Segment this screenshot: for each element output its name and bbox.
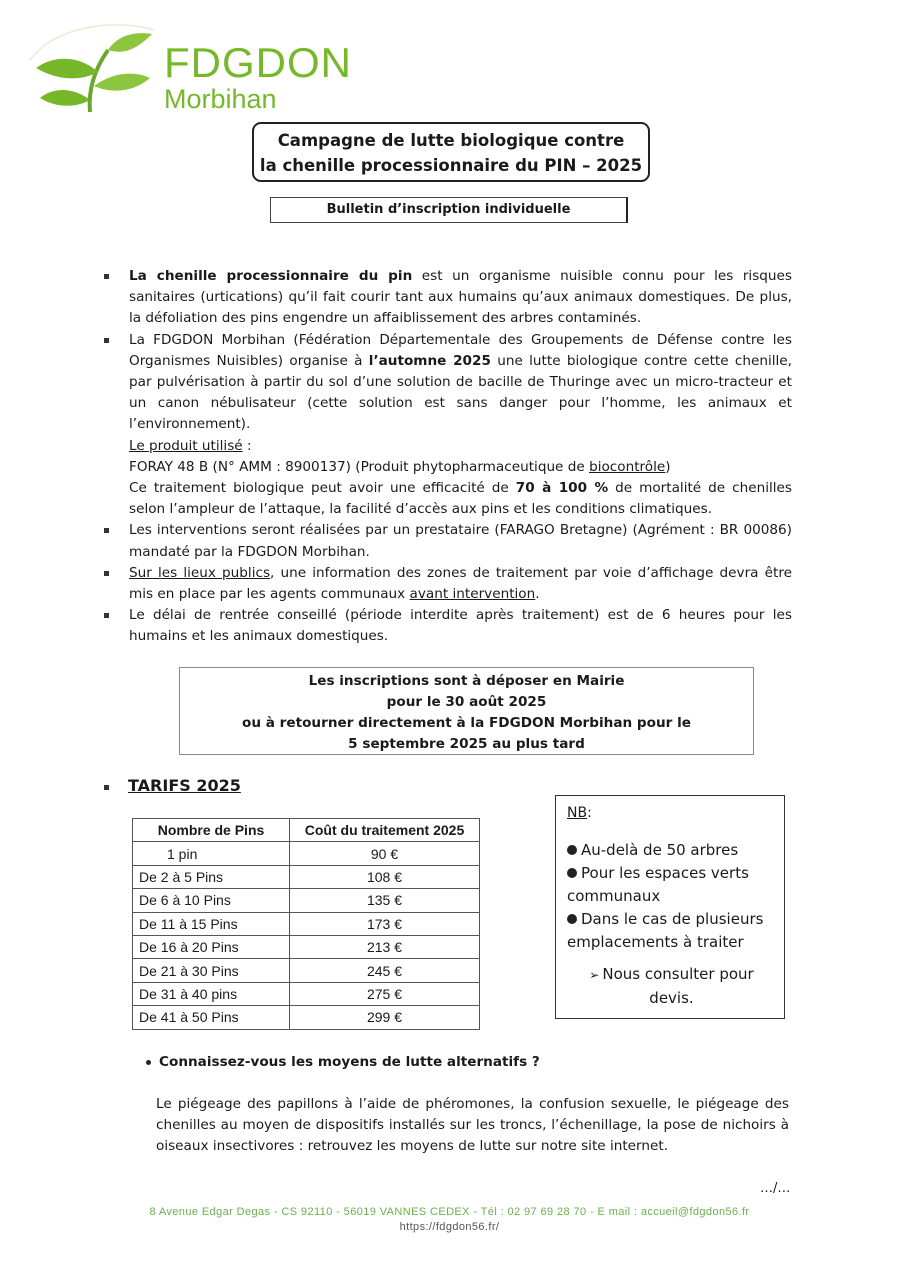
cost-cell: 275 € xyxy=(290,982,480,1005)
campaign-season: l’automne 2025 xyxy=(368,352,491,369)
title-line-1: Campagne de lutte biologique contre xyxy=(277,131,625,150)
tarifs-table xyxy=(132,818,480,1030)
cost-cell: 135 € xyxy=(290,889,480,912)
bullet-item-public-places xyxy=(100,563,792,605)
product-text-post: ) xyxy=(665,458,671,475)
bullet-item-campaign xyxy=(100,330,792,436)
bullet-dot-icon xyxy=(567,868,577,878)
nb-item-over-50 xyxy=(567,839,776,862)
intro-section xyxy=(100,266,792,648)
alternatives-heading xyxy=(146,1054,540,1070)
deadline-line-1: Les inscriptions sont à déposer en Mairie xyxy=(308,673,625,689)
pins-cell: 1 pin xyxy=(133,842,290,865)
nb-item-over-50-text: Au-delà de 50 arbres xyxy=(581,841,739,859)
page-title xyxy=(252,122,650,182)
continued-marker: …/… xyxy=(760,1181,791,1196)
caterpillar-name: La chenille processionnaire du pin xyxy=(129,268,413,284)
nb-item-multiple-sites xyxy=(567,908,776,931)
campaign-text-pre: La FDGDON Morbihan (Fédération Départementale des Groupements de Défense contre les Organismes Nuisibles) organise à xyxy=(129,331,792,369)
page-footer xyxy=(0,1205,899,1235)
before-intervention: avant intervention xyxy=(409,586,536,603)
efficacy-line xyxy=(100,478,792,520)
product-label-colon: : xyxy=(242,437,252,454)
nb-item-multiple-sites-text: Dans le cas de plusieurs xyxy=(581,910,764,928)
pins-cell: De 11 à 15 Pins xyxy=(133,912,290,935)
cost-cell: 213 € xyxy=(290,935,480,958)
column-header-pins: Nombre de Pins xyxy=(133,819,290,842)
square-bullet-icon xyxy=(104,785,109,790)
nb-consult-text: Nous consulter pour xyxy=(602,965,754,983)
table-row xyxy=(133,889,480,912)
pins-cell: De 6 à 10 Pins xyxy=(133,889,290,912)
efficacy-text-pre: Ce traitement biologique peut avoir une efficacité de xyxy=(129,480,516,497)
tarifs-title: TARIFS 2025 xyxy=(128,776,241,795)
pins-cell: De 2 à 5 Pins xyxy=(133,865,290,888)
nb-consult-text-2: devis. xyxy=(649,989,694,1007)
cost-cell: 245 € xyxy=(290,959,480,982)
table-header-row xyxy=(133,819,480,842)
bullet-item-caterpillar xyxy=(100,266,792,330)
public-places-end: . xyxy=(535,586,540,603)
biocontrol-link: biocontrôle xyxy=(589,458,666,475)
campaign-text-post: une lutte biologique contre cette chenille, par pulvérisation à partir du sol d’une solution de bacille de Thuringe avec un micro-tracteur et un canon nébulisateur (cette solution est sans danger pour l’homme, les animaux et l’environnement). xyxy=(129,352,792,433)
fdgdon-logo xyxy=(28,20,352,116)
public-places-label: Sur les lieux publics xyxy=(129,564,271,581)
nb-item-green-spaces xyxy=(567,862,776,885)
alternatives-title: Connaissez-vous les moyens de lutte alternatifs ? xyxy=(159,1054,540,1070)
nb-title-colon: : xyxy=(587,805,592,821)
pins-cell: De 31 à 40 pins xyxy=(133,982,290,1005)
form-subtitle: Bulletin d’inscription individuelle xyxy=(270,197,628,223)
table-row xyxy=(133,912,480,935)
product-label: Le produit utilisé xyxy=(129,437,243,454)
footer-address: 8 Avenue Edgar Degas - CS 92110 - 56019 VANNES CEDEX - Tél : 02 97 69 28 70 - E mail : accueil@fdgdon56.fr xyxy=(149,1206,750,1218)
arrow-icon: ➢ xyxy=(589,968,600,982)
column-header-cost: Coût du traitement 2025 xyxy=(290,819,480,842)
efficacy-text-post: de mortalité de chenilles selon l’ampleur de l’attaque, la facilité d’accès aux pins et les conditions climatiques. xyxy=(129,480,793,518)
nb-item-multiple-sites-cont: emplacements à traiter xyxy=(567,933,744,951)
bullet-item-reentry: Le délai de rentrée conseillé (période interdite après traitement) est de 6 heures pour les humains et les animaux domestiques. xyxy=(100,605,792,647)
nb-item-green-spaces-text: Pour les espaces verts xyxy=(581,864,749,882)
product-text-pre: FORAY 48 B (N° AMM : 8900137) (Produit phytopharmaceutique de xyxy=(129,458,590,475)
bullet-item-provider: Les interventions seront réalisées par un prestataire (FARAGO Bretagne) (Agrément : BR 00086) mandaté par la FDGDON Morbihan. xyxy=(100,520,792,562)
alternatives-text: Le piégeage des papillons à l’aide de phéromones, la confusion sexuelle, le piégeage des chenilles au moyen de dispositifs installés sur les troncs, l’échenillage, la pose de nichoirs à oiseaux insectivores : retrouvez les moyens de lutte sur notre site internet. xyxy=(156,1096,789,1155)
bullet-dot-icon xyxy=(567,845,577,855)
bullet-dot-icon xyxy=(567,914,577,924)
public-places-text: , une information des zones de traitement par voie d’affichage devra être mis en place par les agents communaux xyxy=(129,564,792,603)
nb-title xyxy=(567,802,776,825)
nb-title-text: NB xyxy=(567,805,588,821)
round-bullet-icon xyxy=(146,1060,151,1065)
deadline-line-3: ou à retourner directement à la FDGDON Morbihan pour le xyxy=(242,715,691,731)
logo-subname: Morbihan xyxy=(164,84,277,114)
efficacy-rate: 70 à 100 % xyxy=(515,480,609,497)
nb-item-green-spaces-cont: communaux xyxy=(567,887,661,905)
cost-cell: 108 € xyxy=(290,865,480,888)
cost-cell: 299 € xyxy=(290,1006,480,1029)
table-row xyxy=(133,865,480,888)
footer-website[interactable]: https://fdgdon56.fr/ xyxy=(399,1221,500,1233)
pins-cell: De 16 à 20 Pins xyxy=(133,935,290,958)
table-row xyxy=(133,982,480,1005)
deadline-line-4: 5 septembre 2025 au plus tard xyxy=(348,736,585,752)
pins-cell: De 41 à 50 Pins xyxy=(133,1006,290,1029)
nb-consult xyxy=(567,963,776,1010)
table-row xyxy=(133,959,480,982)
registration-deadline-box xyxy=(179,667,754,755)
leaf-logo-icon xyxy=(28,20,158,116)
table-row xyxy=(133,935,480,958)
cost-cell: 90 € xyxy=(290,842,480,865)
deadline-line-2: pour le 30 août 2025 xyxy=(386,694,547,710)
logo-name: FDGDON xyxy=(164,39,352,86)
cost-cell: 173 € xyxy=(290,912,480,935)
product-line xyxy=(100,457,792,478)
table-row xyxy=(133,1006,480,1029)
caterpillar-text: est un organisme nuisible connu pour les risques sanitaires (urtications) qu’il fait courir tant aux humains qu’aux animaux domestiques. De plus, la défoliation des pins engendre un affaiblissement des arbres contaminés. xyxy=(129,268,792,327)
pins-cell: De 21 à 30 Pins xyxy=(133,959,290,982)
product-label-line xyxy=(100,436,792,457)
table-row xyxy=(133,842,480,865)
nb-box xyxy=(555,795,785,1019)
title-line-2: la chenille processionnaire du PIN – 2025 xyxy=(259,156,643,175)
